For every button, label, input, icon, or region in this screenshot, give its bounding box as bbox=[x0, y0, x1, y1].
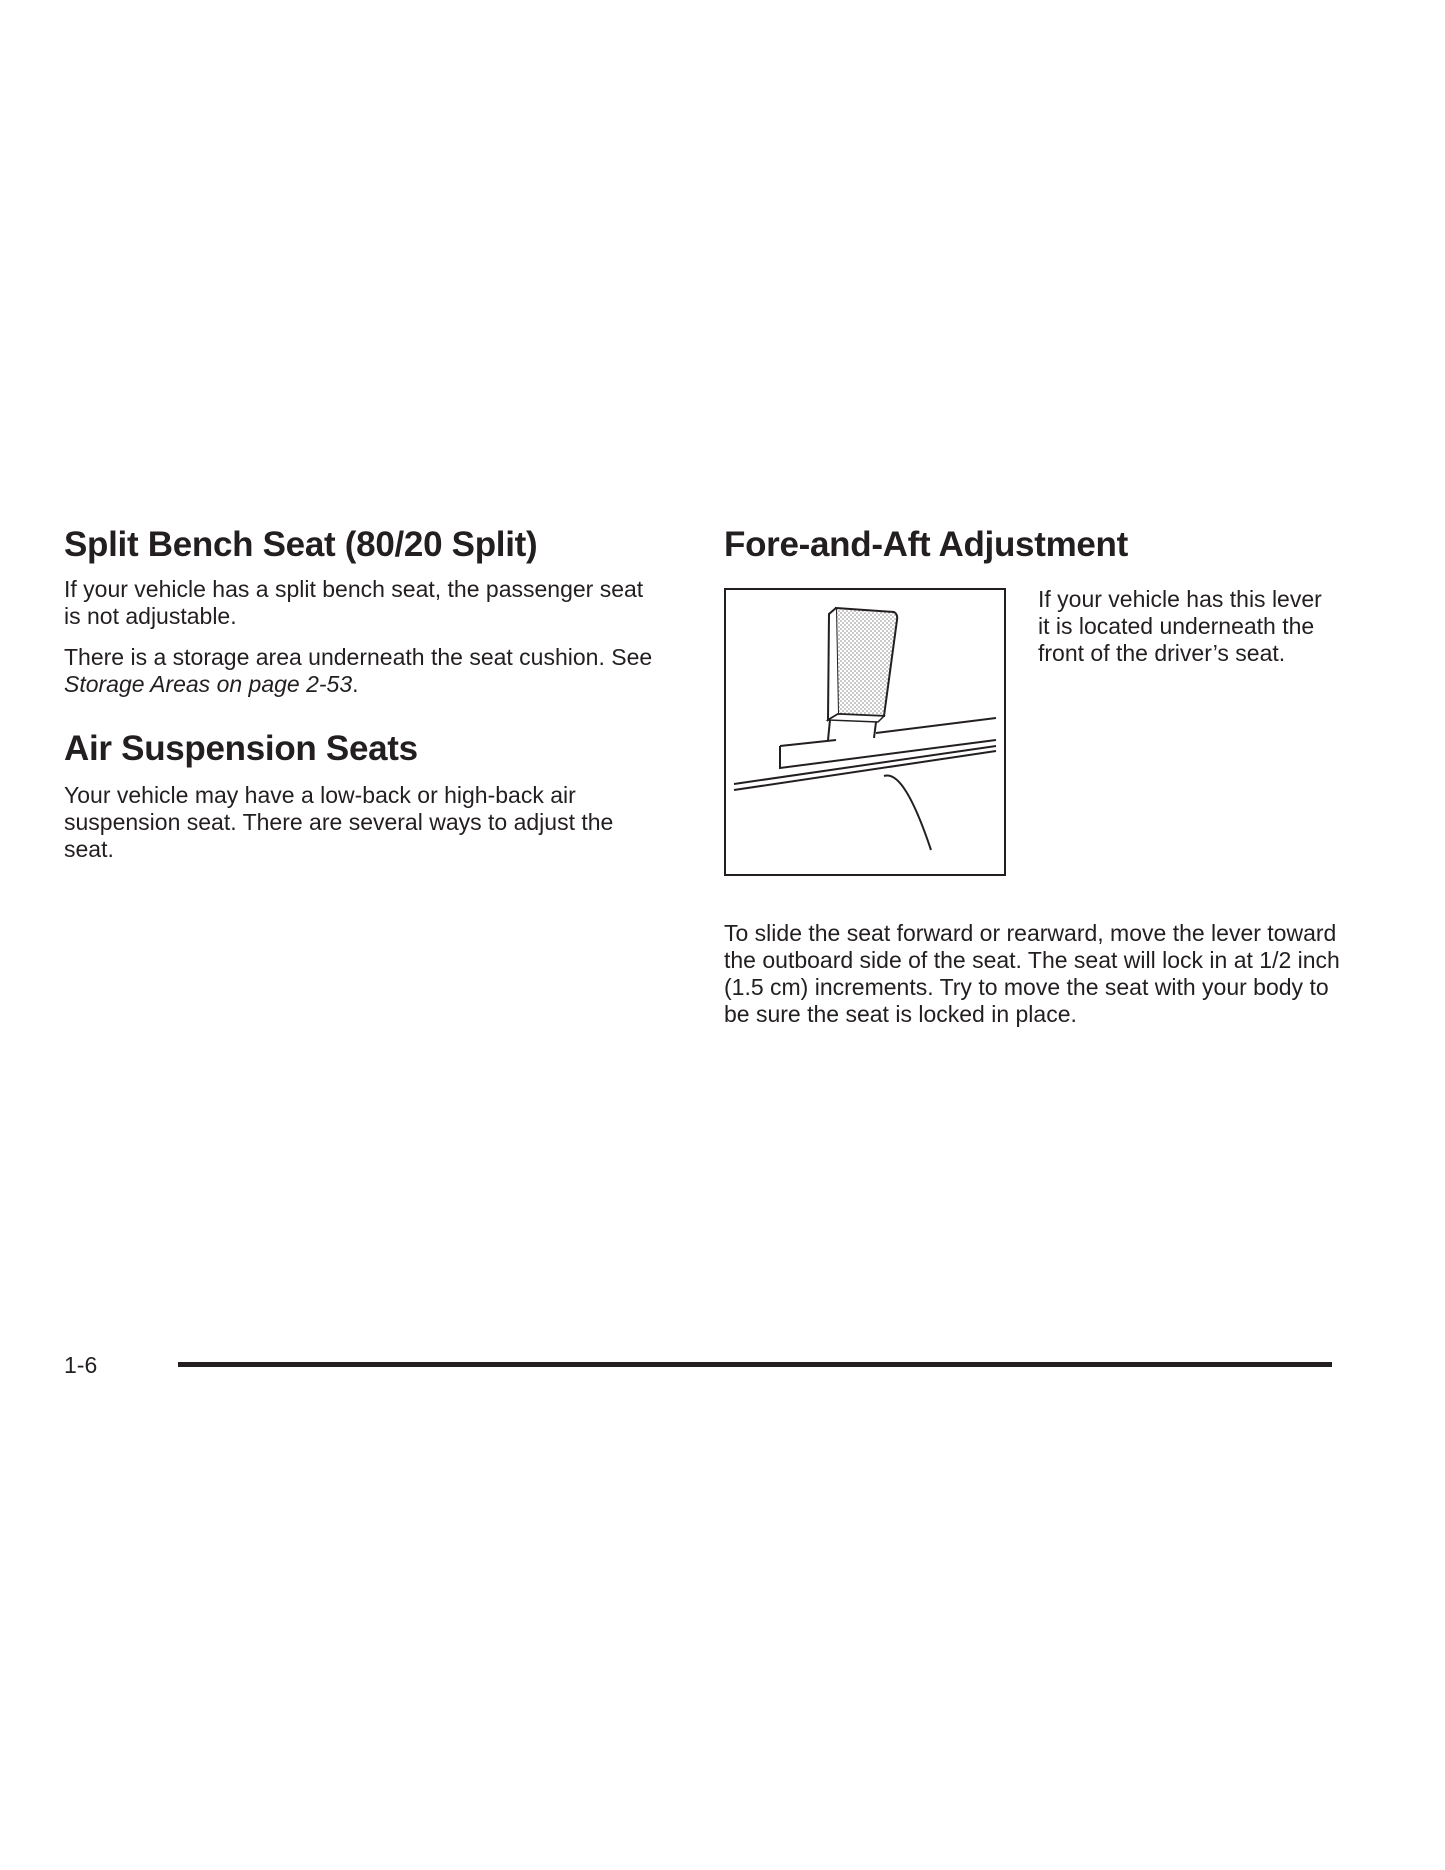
seat-lever-illustration bbox=[724, 588, 1006, 876]
split-bench-paragraph-2 bbox=[64, 644, 654, 698]
figure-row bbox=[724, 584, 1344, 876]
air-suspension-paragraph: Your vehicle may have a low-back or high-back air suspension seat. There are several ways to adjust the seat. bbox=[64, 782, 614, 862]
split-bench-paragraph-2-text: There is a storage area underneath the seat cushion. See bbox=[64, 644, 653, 670]
left-column bbox=[64, 524, 654, 863]
lever-location-text: If your vehicle has this lever it is located underneath the front of the driver’s seat. bbox=[1038, 586, 1322, 666]
page-number: 1-6 bbox=[64, 1352, 98, 1378]
split-bench-heading: Split Bench Seat (80/20 Split) bbox=[64, 525, 538, 564]
footer-rule bbox=[178, 1362, 1332, 1367]
air-suspension-heading: Air Suspension Seats bbox=[64, 729, 418, 768]
split-bench-paragraph-1: If your vehicle has a split bench seat, the passenger seat is not adjustable. bbox=[64, 576, 644, 629]
seat-lever-drawing bbox=[726, 590, 1003, 873]
fore-aft-heading: Fore-and-Aft Adjustment bbox=[724, 525, 1128, 564]
split-bench-paragraph-2-end: . bbox=[352, 671, 359, 697]
right-column bbox=[724, 524, 1344, 1028]
fore-aft-instructions: To slide the seat forward or rearward, move the lever toward the outboard side of the seat. The seat will lock in at 1/2 inch (1.5 cm) increments. Try to move the seat with your body to be sure the seat is locked in place. bbox=[724, 920, 1340, 1027]
storage-areas-reference: Storage Areas on page 2-53 bbox=[64, 671, 353, 697]
